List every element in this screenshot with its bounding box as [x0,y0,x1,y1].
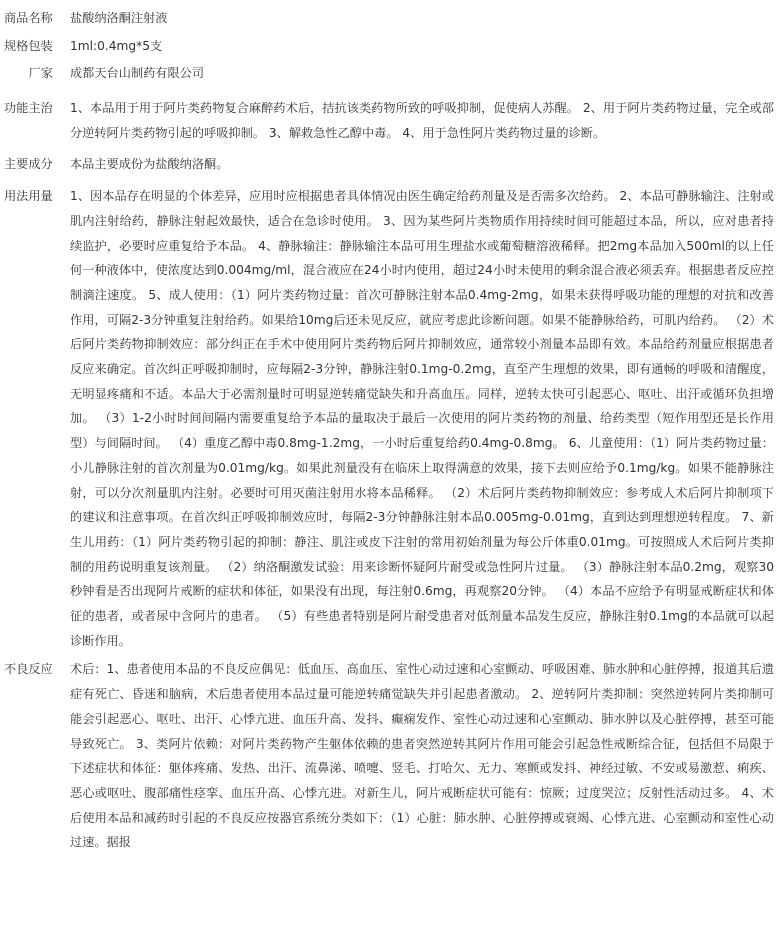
field-label-product-name: 商品名称 [4,11,53,25]
field-label-adverse-reactions: 不良反应 [4,662,53,677]
field-value-dosage: 1、因本品存在明显的个体差异，应用时应根据患者具体情况由医生确定给药剂量及是否需多次给药。 2、本品可静脉输注、注射或肌内注射给药，静脉注射起效最快，适合在急诊时使用。 3、因为某些阿片类物质作用持续时间可能超过本品，所以，应对患者持续监护，必要时应重复给予本品。 4、静脉输注：静脉输注本品可用生理盐水或葡萄糖溶液稀释。把2mg本品加入500ml的以上任何一种液体中，使浓度达到0.004mg/ml，混合液应在24小时内使用，超过24小时未使用的剩余混合液必须丢弃。根据患者反应控制滴注速度。 5、成人使用：（1）阿片类药物过量：首次可静脉注射本品0.4mg-2mg，如果未获得呼吸功能的理想的对抗和改善作用，可隔2-3分钟重复注射给药。如果给10mg后还未见反应，就应考虑此诊断问题。如果不能静脉给药，可肌内给药。 （2）术后阿片类药物抑制效应：部分纠正在手术中使用阿片类药物后阿片抑制效应，通常较小剂量本品即有效。本品给药剂量应根据患者反应来确定。首次纠正呼吸抑制时，应每隔2-3分钟，静脉注射0.1mg-0.2mg，直至产生理想的效果，即有通畅的呼吸和清醒度，无明显疼痛和不适。本品大于必需剂量时可明显逆转痛觉缺失和升高血压。同样，逆转太快可引起恶心、呕吐、出汗或循环负担增加。 （3）1-2小时时间间隔内需要重复给予本品的量取决于最后一次使用的阿片类药物的剂量、给药类型（短作用型还是长作用型）与间隔时间。 （4）重度乙醇中毒0.8mg-1.2mg，一小时后重复给药0.4mg-0.8mg。 6、儿童使用：（1）阿片类药物过量：小儿静脉注射的首次剂量为0.01mg/kg。如果此剂量没有在临床上取得满意的效果，接下去则应给予0.1mg/kg。如果不能静脉注射，可以分次剂量肌内注射。必要时可用灭菌注射用水将本品稀释。 （2）术后阿片类药物抑制效应：参考成人术后阿片抑制项下的建议和注意事项。在首次纠正呼吸抑制效应时，每隔2-3分钟静脉注射本品0.005mg-0.01mg，直到达到理想逆转程度。 7、新生儿用药：（1）阿片类药物引起的抑制：静注、肌注或皮下注射的常用初始剂量为每公斤体重0.01mg。可按照成人术后阿片类抑制的用药说明重复该剂量。 （2）纳洛酮激发试验：用来诊断怀疑阿片耐受或急性阿片过量。 （3）静脉注射本品0.2mg，观察30秒钟看是否出现阿片戒断的症状和体征，如果没有出现，每注射0.6mg，再观察20分钟。 （4）本品不应给予有明显戒断症状和体征的患者，或者尿中含阿片的患者。 （5）有些患者特别是阿片耐受患者对低剂量本品发生反应，静脉注射0.1mg的本品就可以起诊断作用。 [70,189,774,648]
field-label-specification: 规格包装 [4,39,53,53]
info-row-dosage [0,177,778,653]
info-row-indications [0,81,778,145]
info-row-product-name [0,0,778,26]
info-row-specification [0,26,778,54]
field-value-adverse-reactions: 术后：1、患者使用本品的不良反应偶见：低血压、高血压、室性心动过速和心室颤动、呼吸困难、肺水肿和心脏停搏，报道其后遗症有死亡、昏迷和脑病，术后患者使用本品过量可能逆转痛觉缺失并引起患者激动。 2、逆转阿片类抑制：突然逆转阿片类抑制可能会引起恶心、呕吐、出汗、心悸亢进、血压升高、发抖、癫痫发作、室性心动过速和心室颤动、肺水肿以及心脏停搏，甚至可能导致死亡。 3、类阿片依赖：对阿片类药物产生躯体依赖的患者突然逆转其阿片作用可能会引起急性戒断综合征，包括但不局限于下述症状和体征：躯体疼痛、发热、出汗、流鼻涕、喷嚏、竖毛、打哈欠、无力、寒颤或发抖、神经过敏、不安或易激惹、痢疾、恶心或呕吐、腹部痛性痉挛、血压升高、心悸亢进。对新生儿，阿片戒断症状可能有：惊厥；过度哭泣；反射性活动过多。 4、术后使用本品和减药时引起的不良反应按器官系统分类如下：（1）心脏：肺水肿、心脏停搏或衰竭、心悸亢进、心室颤动和室性心动过速。据报 [70,662,774,850]
info-row-manufacturer [0,54,778,81]
field-label-manufacturer: 厂家 [28,66,53,80]
field-value-ingredients: 本品主要成份为盐酸纳洛酮。 [70,157,229,172]
info-row-adverse-reactions [0,653,778,855]
field-label-ingredients: 主要成分 [4,157,53,172]
field-label-indications: 功能主治 [4,101,53,115]
field-value-specification: 1ml:0.4mg*5支 [70,39,163,53]
info-row-ingredients [0,145,778,177]
field-value-manufacturer: 成都天台山制药有限公司 [70,66,205,80]
field-value-product-name: 盐酸纳洛酮注射液 [70,11,168,25]
field-label-dosage: 用法用量 [4,189,53,204]
field-value-indications: 1、本品用于用于阿片类药物复合麻醉药术后，拮抗该类药物所致的呼吸抑制，促使病人苏醒。 2、用于阿片类药物过量，完全或部分逆转阿片类药物引起的呼吸抑制。 3、解救急性乙醇中毒。 4、用于急性阿片类药物过量的诊断。 [70,101,774,140]
